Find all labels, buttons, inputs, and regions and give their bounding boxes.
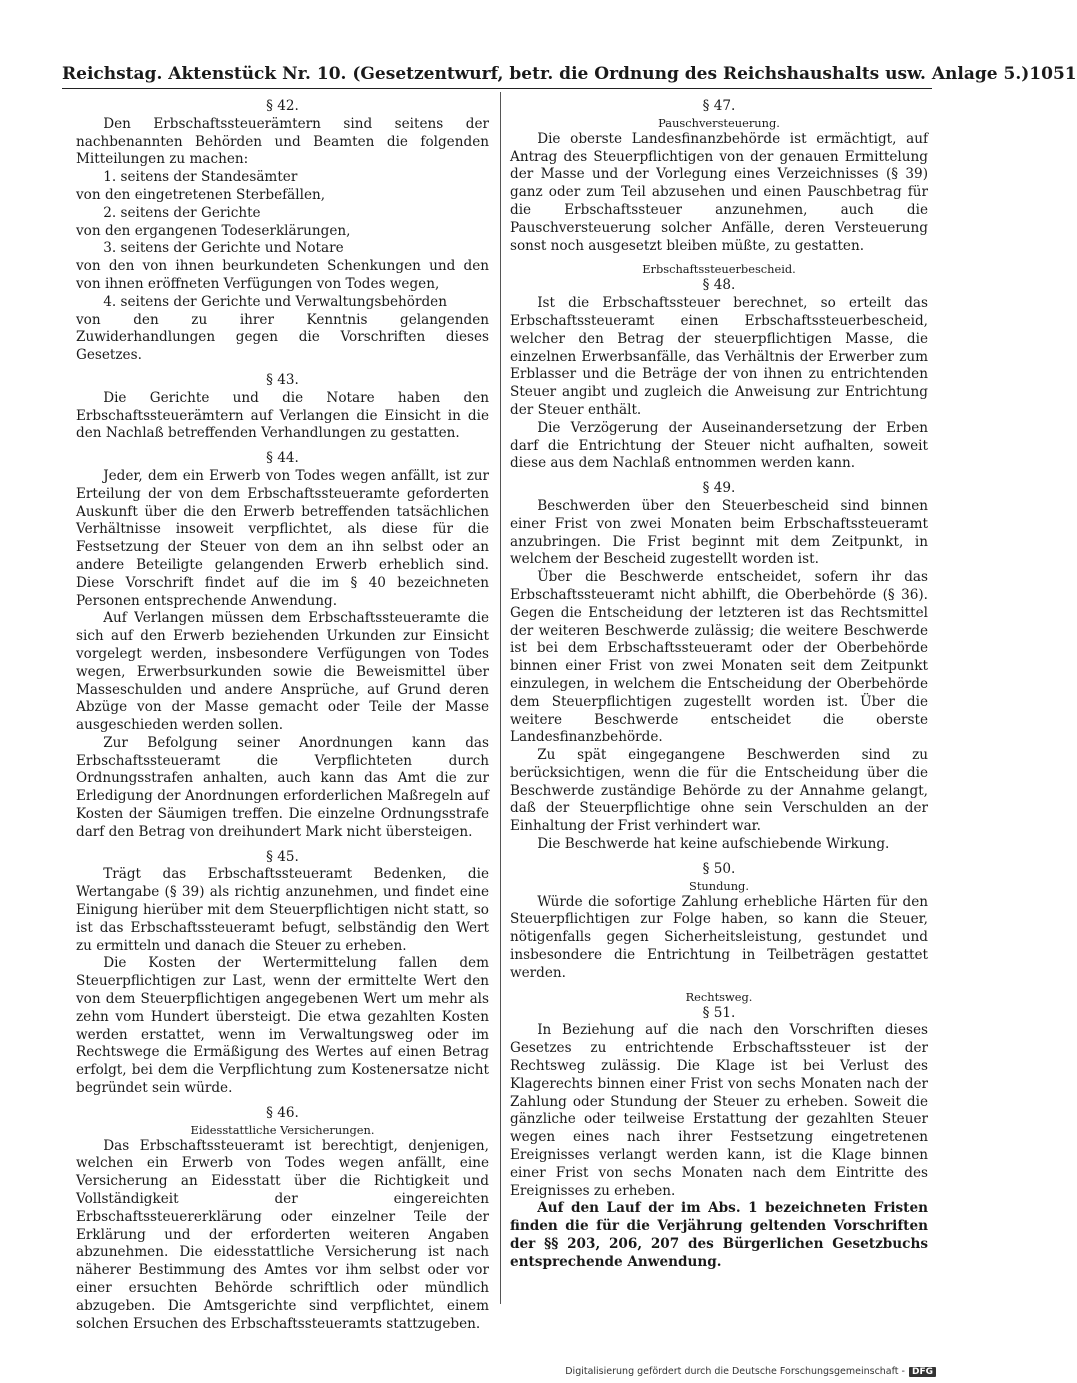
header-rule (62, 88, 932, 89)
section-subtitle: Erbschaftssteuerbescheid. (642, 262, 796, 277)
list-item: 3. seitens der Gerichte und Notare (103, 240, 344, 257)
section-heading-48: § 48. (702, 277, 736, 294)
header-title: Reichstag. Aktenstück Nr. 10. (Gesetzentwurf, betr. die Ordnung des Reichshaushalts usw. Anlage 5.) (62, 64, 1030, 84)
section-subtitle: Rechtsweg. (685, 989, 753, 1004)
dfg-logo: DFG (909, 1367, 936, 1377)
paragraph: Auf den Lauf der im Abs. 1 bezeichneten Fristen finden die für die Verjährung geltenden Vorschriften der §§ 203, 206, 207 des Bürgerlichen Gesetzbuchs entsprechende Anwendung. (510, 1200, 928, 1270)
section-heading-51: § 51. (702, 1004, 736, 1021)
section-heading-50: § 50. (702, 860, 736, 877)
paragraph: Würde die sofortige Zahlung erhebliche Härten für den Steuerpflichtigen zur Folge haben, so kann die Steuer, nötigenfalls gegen Sicherheitsleistung, gestundet und insbesondere die Entrichtung in Teilbeträgen gestattet werden. (510, 893, 928, 981)
paragraph: Die oberste Landesfinanzbehörde ist ermächtigt, auf Antrag des Steuerpflichtigen von der genauen Ermittelung der Masse und der Vorlegung eines Verzeichnisses (§ 39) ganz oder zum Teil abzusehen und einen Pauschbetrag für die Erbschaftssteuer anzunehmen, auch die Pauschversteuerung solcher Anfälle, deren Versteuerung sonst noch ausgesetzt bleiben müßte, zu gestatten. (510, 130, 928, 254)
section-heading-42: § 42. (266, 98, 299, 114)
paragraph: Auf Verlangen müssen dem Erbschaftssteueramte die sich auf den Erwerb beziehenden Urkunden zur Einsicht vorgelegt werden, insbesondere Verfügungen von Todes wegen, Erwerbsurkunden sowie die Beweismittel über Masseschulden und andere Ansprüche, auf Grund deren Abzüge von der Masse gemacht oder Teile der Masse ausgeschieden werden sollen. (76, 610, 489, 734)
list-item-text: von den zu ihrer Kenntnis gelangenden Zuwiderhandlungen gegen die Vorschriften dieses Gesetzes. (76, 311, 489, 364)
left-column (76, 98, 489, 1333)
paragraph: Jeder, dem ein Erwerb von Todes wegen anfällt, ist zur Erteilung der von dem Erbschaftssteueramte geforderten Auskunft über die den Erwerb betreffenden tatsächlichen Verhältnisse insoweit verpflichtet, als diese für die Festsetzung der Steuer von dem an ihn selbst oder an andere Beteiligte gelangenden Erwerb erheblich sind. Diese Vorschrift findet auf die im § 40 bezeichneten Personen entsprechende Anwendung. (76, 467, 489, 609)
section-subtitle: Eidesstattliche Versicherungen. (190, 1122, 375, 1137)
list-item: 2. seitens der Gerichte (103, 204, 261, 221)
paragraph: In Beziehung auf die nach den Vorschriften dieses Gesetzes zu entrichtende Erbschaftssteuer ist der Rechtsweg zulässig. Die Klage ist bei Verlust des Klagerechts binnen einer Frist von sechs Monaten nach der Zahlung oder Stundung der Steuer zu erheben. Soweit die gänzliche oder teilweise Erstattung der gezahlten Steuer wegen eines nach ihrer Festsetzung eingetretenen Ereignisses verlangt werden kann, ist die Klage binnen einer Frist von sechs Monaten nach dem Eintritte des Ereignisses zu erheben. (510, 1022, 928, 1199)
running-header (62, 60, 1077, 88)
section-heading-43: § 43. (266, 371, 299, 388)
list-item-text: von den eingetretenen Sterbefällen, (76, 186, 326, 203)
digitization-credit (565, 1366, 936, 1377)
section-heading-49: § 49. (702, 480, 736, 497)
paragraph: Trägt das Erbschaftssteueramt Bedenken, die Wertangabe (§ 39) als richtig anzunehmen, und findet eine Einigung hierüber mit dem Steuerpflichtigen nicht statt, so ist das Erbschaftssteueramt befugt, selbständig den Wert zu ermitteln und danach die Steuer zu erheben. (76, 866, 489, 954)
list-item: 1. seitens der Standesämter (103, 169, 298, 186)
section-subtitle: Stundung. (689, 878, 749, 893)
paragraph: Über die Beschwerde entscheidet, sofern ihr das Erbschaftssteueramt nicht abhilft, die Oberbehörde (§ 36). Gegen die Entscheidung der letzteren ist das Rechtsmittel der weiteren Beschwerde zulässig; die weitere Beschwerde ist bei dem Erbschaftssteueramt oder der Oberbehörde binnen einer Frist von zwei Monaten seit dem Zeitpunkt einzulegen, in welchem die Entscheidung der Oberbehörde dem Steuerpflichtigen zugestellt worden ist. Über die weitere Beschwerde entscheidet die oberste Landesfinanzbehörde. (510, 569, 928, 746)
paragraph: Beschwerden über den Steuerbescheid sind binnen einer Frist von zwei Monaten beim Erbschaftssteueramt anzubringen. Die Frist beginnt mit dem Zeitpunkt, in welchem der Bescheid zugestellt worden ist. (510, 497, 928, 568)
paragraph: Zu spät eingegangene Beschwerden sind zu berücksichtigen, wenn die für die Entscheidung über die Beschwerde zuständige Behörde zu der Annahme gelangt, daß der Steuerpflichtige ohne sein Verschulden an der Einhaltung der Frist verhindert war. (510, 747, 928, 835)
paragraph: Die Beschwerde hat keine aufschiebende Wirkung. (537, 836, 890, 853)
paragraph: Ist die Erbschaftssteuer berechnet, so erteilt das Erbschaftssteueramt einen Erbschaftssteuerbescheid, welcher den Betrag der steuerpflichtigen Masse, die einzelnen Erwerbsanfälle, das Verhältnis der Erwerber zum Erblasser und die Beträge der von ihnen zu entrichtenden Steuer angibt und zugleich die Anweisung zur Entrichtung der Steuer enthält. (510, 295, 928, 418)
section-heading-44: § 44. (266, 450, 299, 467)
right-column (510, 98, 928, 1272)
list-item-text: von den von ihnen beurkundeten Schenkungen und den von ihnen eröffneten Verfügungen von Todes wegen, (76, 258, 489, 292)
list-item: 4. seitens der Gerichte und Verwaltungsbehörden (103, 293, 447, 310)
paragraph: Den Erbschaftssteuerämtern sind seitens der nachbenannten Behörden und Beamten die folgenden Mitteilungen zu machen: (76, 115, 489, 168)
list-item-text: von den ergangenen Todeserklärungen, (76, 222, 351, 239)
paragraph: Zur Befolgung seiner Anordnungen kann das Erbschaftssteueramt die Verpflichteten durch Ordnungsstrafen anhalten, auch kann das Amt die zur Erledigung der Anordnungen erforderlichen Maßregeln auf Kosten der Säumigen treffen. Die einzelne Ordnungsstrafe darf den Betrag von dreihundert Mark nicht übersteigen. (76, 734, 489, 840)
column-separator (500, 92, 501, 1304)
section-heading-47: § 47. (702, 98, 736, 114)
paragraph: Die Verzögerung der Auseinandersetzung der Erben darf die Entrichtung der Steuer nicht aufhalten, soweit diese aus dem Nachlaß entnommen werden kann. (510, 419, 928, 472)
credit-text: Digitalisierung gefördert durch die Deutsche Forschungsgemeinschaft - (565, 1366, 905, 1377)
paragraph: Das Erbschaftssteueramt ist berechtigt, denjenigen, welchen ein Erwerb von Todes wegen anfällt, eine Versicherung an Eidesstatt über die Richtigkeit und Vollständigkeit der eingereichten Erbschaftssteuererklärung oder einzelner Teile der Erklärung und der erforderten weiteren Angaben abzunehmen. Die eidesstattliche Versicherung ist nach näherer Bestimmung des Amtes vor ihm selbst oder vor einer ersuchten Behörde schriftlich oder mündlich abzugeben. Die Amtsgerichte sind verpflichtet, einem solchen Ersuchen des Erbschaftssteueramts stattzugeben. (76, 1137, 489, 1332)
section-subtitle: Pauschversteuerung. (658, 115, 780, 130)
page-number: 1051 (1029, 64, 1077, 84)
paragraph: Die Gerichte und die Notare haben den Erbschaftssteuerämtern auf Verlangen die Einsicht in die den Nachlaß betreffenden Verhandlungen zu gestatten. (76, 389, 489, 442)
paragraph: Die Kosten der Wertermittelung fallen dem Steuerpflichtigen zur Last, wenn der ermittelte Wert den von dem Steuerpflichtigen angegebenen Wert um mehr als zehn vom Hundert übersteigt. Die etwa gezahlten Kosten werden erstattet, wenn im Verwaltungsweg oder im Rechtswege die Ermäßigung des Wertes auf einen Betrag erfolgt, bei dem die Verpflichtung zum Kostenersatze nicht begründet sein würde. (76, 955, 489, 1097)
section-heading-45: § 45. (266, 848, 299, 865)
section-heading-46: § 46. (266, 1104, 299, 1121)
